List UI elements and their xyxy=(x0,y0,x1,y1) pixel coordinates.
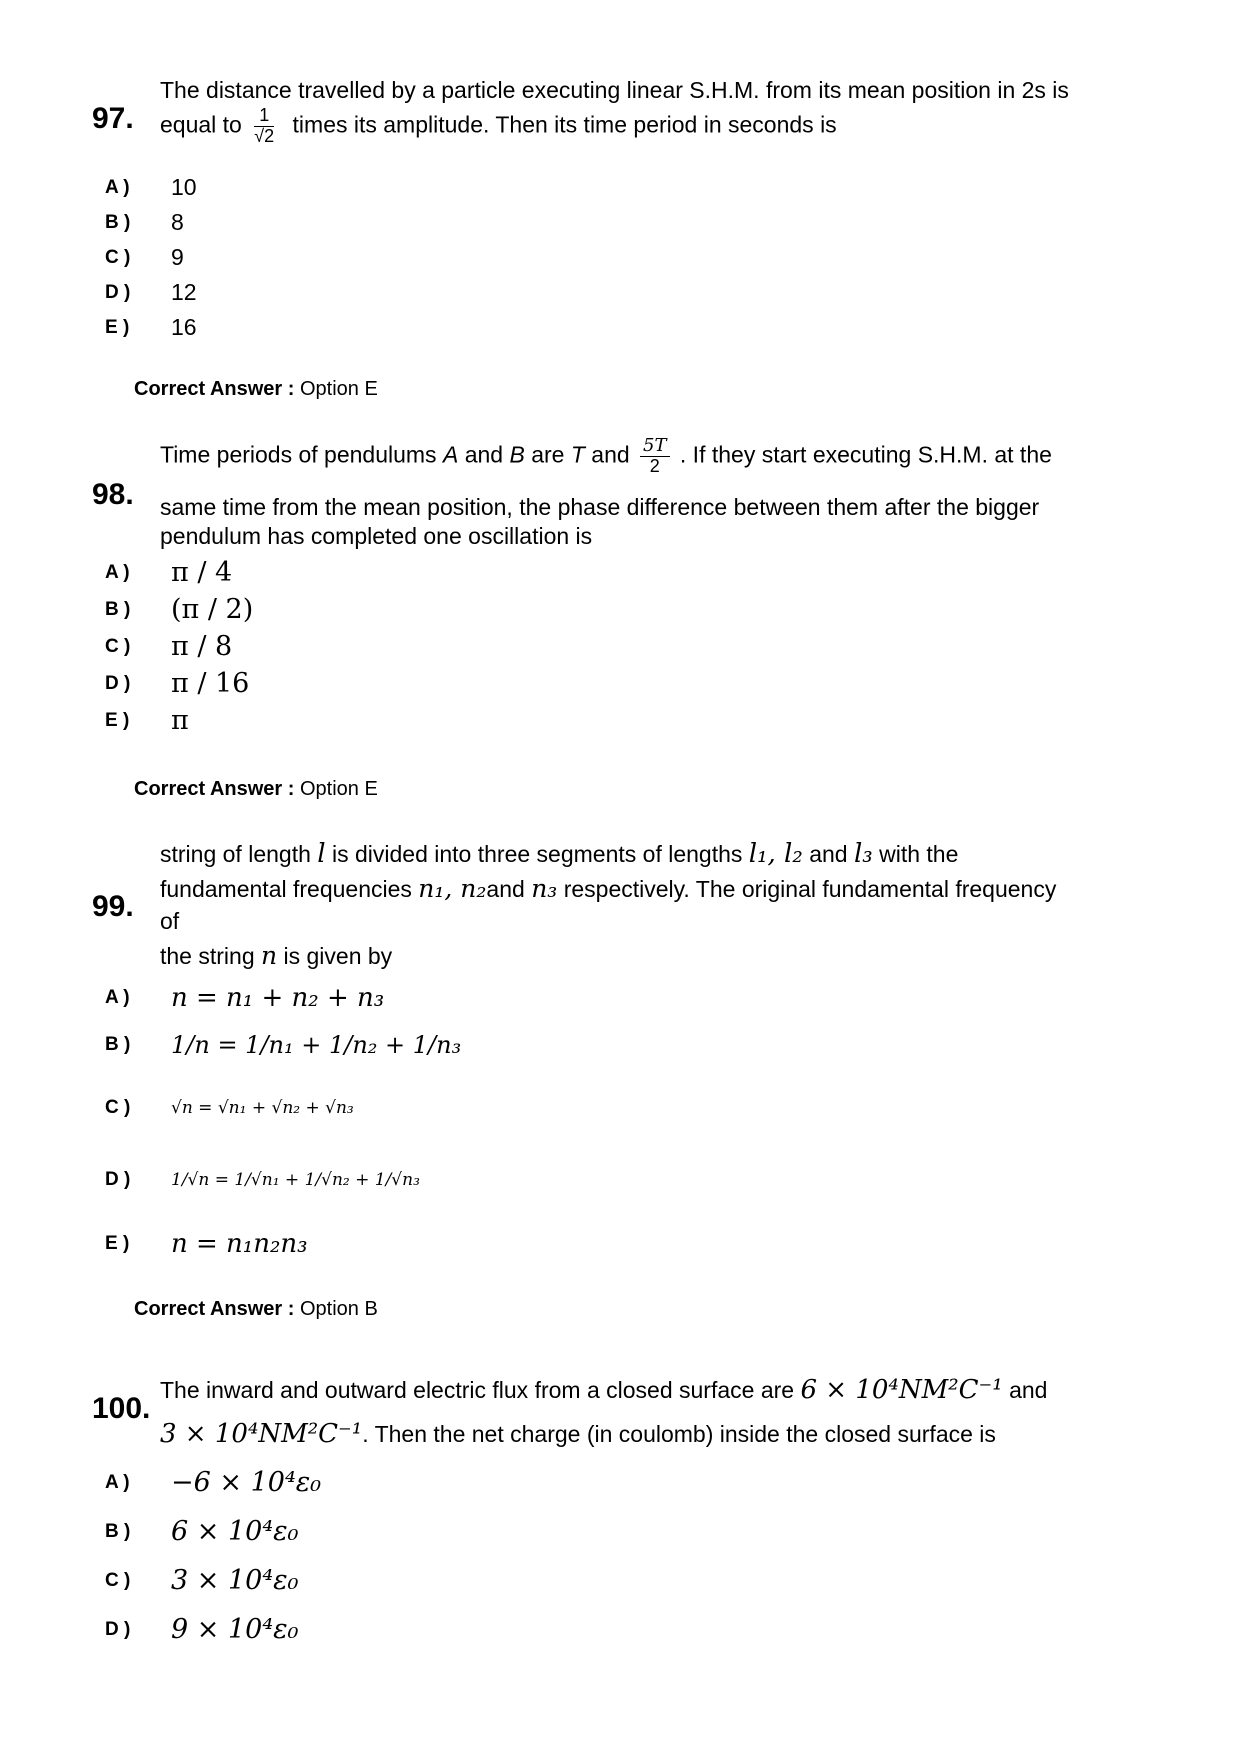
correct-answer-value: Option E xyxy=(299,378,378,400)
question-number: 99. xyxy=(92,890,134,923)
option-item[interactable] xyxy=(105,702,253,739)
option-item[interactable] xyxy=(105,591,253,628)
fraction-denominator: 2 xyxy=(649,455,660,476)
stem-variable: l xyxy=(317,839,326,869)
stem-text: are xyxy=(531,441,565,468)
option-label: D ) xyxy=(105,1169,131,1190)
option-label: B ) xyxy=(105,211,131,233)
fraction xyxy=(640,436,669,477)
stem-text: and xyxy=(1009,1377,1048,1403)
option-item[interactable] xyxy=(105,1088,354,1128)
question-stem-line xyxy=(160,1418,996,1452)
stem-variable: n xyxy=(261,941,278,970)
correct-answer-label: Correct Answer : xyxy=(134,378,295,400)
option-value: π / 8 xyxy=(171,631,233,662)
option-item[interactable] xyxy=(105,310,197,345)
stem-text: is divided into three segments of lengths xyxy=(331,841,743,867)
option-label: A ) xyxy=(105,561,130,583)
option-value: 9 × 10⁴ε₀ xyxy=(171,1614,299,1645)
option-item[interactable] xyxy=(105,665,253,702)
correct-answer xyxy=(134,378,378,401)
question-stem-line xyxy=(160,940,392,973)
options-list xyxy=(105,1458,321,1654)
stem-variable: l₃ xyxy=(853,839,873,869)
stem-expression: 3 × 10⁴NM²C⁻¹ xyxy=(160,1419,363,1449)
correct-answer-label: Correct Answer : xyxy=(134,778,295,800)
question-stem-line: same time from the mean position, the phase difference between them after the bigger xyxy=(160,494,1040,520)
stem-variable: B xyxy=(509,441,525,468)
option-label: E ) xyxy=(105,1233,130,1254)
option-value: π / 16 xyxy=(171,668,250,699)
option-value: π xyxy=(171,705,189,736)
fraction xyxy=(254,106,274,147)
correct-answer-label: Correct Answer : xyxy=(134,1298,295,1320)
question-stem-line: The distance travelled by a particle executing linear S.H.M. from its mean position in 2s is xyxy=(160,77,1069,103)
stem-text: equal to xyxy=(160,111,242,138)
option-value: 12 xyxy=(171,279,197,305)
question-stem-line: pendulum has completed one oscillation is xyxy=(160,523,593,549)
stem-text: times its amplitude. Then its time period in seconds is xyxy=(292,111,837,138)
option-item[interactable] xyxy=(105,554,253,591)
option-value: 6 × 10⁴ε₀ xyxy=(171,1516,299,1547)
option-label: B ) xyxy=(105,1034,131,1055)
stem-text: the string xyxy=(160,943,255,969)
option-value: 9 xyxy=(171,244,184,270)
question-stem-line: of xyxy=(160,908,180,934)
stem-text: and xyxy=(464,441,504,468)
option-value: 1/√n = 1/√n₁ + 1/√n₂ + 1/√n₃ xyxy=(171,1170,420,1190)
option-value: −6 × 10⁴ε₀ xyxy=(171,1467,322,1498)
option-value: 8 xyxy=(171,209,184,235)
option-label: A ) xyxy=(105,1471,130,1493)
option-label: B ) xyxy=(105,598,131,620)
stem-variable: n₁, n₂ xyxy=(418,874,487,903)
option-label: A ) xyxy=(105,987,130,1008)
stem-variable: T xyxy=(570,441,585,468)
option-item[interactable] xyxy=(105,205,197,240)
stem-expression: 6 × 10⁴NM²C⁻¹ xyxy=(800,1375,1003,1405)
stem-text: Time periods of pendulums xyxy=(160,441,437,468)
question-number: 100. xyxy=(92,1392,151,1425)
stem-text: and xyxy=(591,441,630,468)
option-value: n = n₁n₂n₃ xyxy=(171,1229,308,1259)
correct-answer xyxy=(134,778,378,801)
option-label: A ) xyxy=(105,176,130,198)
option-label: D ) xyxy=(105,1618,131,1640)
option-value: (π / 2) xyxy=(171,594,254,625)
option-label: E ) xyxy=(105,316,130,338)
question-stem-line xyxy=(160,873,1056,906)
option-value: n = n₁ + n₂ + n₃ xyxy=(171,983,385,1013)
option-item[interactable] xyxy=(105,628,253,665)
option-value: 10 xyxy=(171,174,197,200)
option-item[interactable] xyxy=(105,170,197,205)
question-stem-line xyxy=(160,1374,1047,1408)
option-item[interactable] xyxy=(105,275,197,310)
stem-text: . If they start executing S.H.M. at the xyxy=(679,441,1052,468)
option-item[interactable] xyxy=(105,240,197,275)
stem-text: string of length xyxy=(160,841,311,867)
stem-text: fundamental frequencies xyxy=(160,876,412,902)
option-label: D ) xyxy=(105,281,131,303)
option-item[interactable] xyxy=(105,1458,321,1507)
stem-text: The inward and outward electric flux from a closed surface are xyxy=(160,1377,795,1403)
option-label: D ) xyxy=(105,672,131,694)
question-stem-line xyxy=(160,436,1052,477)
option-label: C ) xyxy=(105,1097,131,1118)
options-list xyxy=(105,554,253,739)
option-value: 16 xyxy=(171,314,197,340)
fraction-denominator: √2 xyxy=(254,125,275,146)
option-item[interactable] xyxy=(105,1507,321,1556)
option-label: C ) xyxy=(105,635,131,657)
option-value: 1/n = 1/n₁ + 1/n₂ + 1/n₃ xyxy=(171,1031,462,1059)
stem-text: with the xyxy=(879,841,959,867)
option-item[interactable] xyxy=(105,1150,420,1210)
option-value: √n = √n₁ + √n₂ + √n₃ xyxy=(171,1098,354,1118)
stem-text: is given by xyxy=(283,943,393,969)
stem-text: and xyxy=(486,876,525,902)
question-number: 97. xyxy=(92,102,134,135)
option-label: C ) xyxy=(105,246,131,268)
stem-text: . Then the net charge (in coulomb) inside the closed surface is xyxy=(362,1421,996,1447)
option-item[interactable] xyxy=(105,978,384,1018)
option-label: B ) xyxy=(105,1520,131,1542)
stem-variable: n₃ xyxy=(531,874,558,903)
stem-text: respectively. The original fundamental frequency xyxy=(563,876,1057,902)
question-stem-line xyxy=(160,106,837,147)
question-stem-line xyxy=(160,838,958,872)
option-item[interactable] xyxy=(105,1605,321,1654)
correct-answer xyxy=(134,1298,378,1321)
option-value: π / 4 xyxy=(171,557,233,588)
stem-variable: l₁, l₂ xyxy=(748,839,803,869)
fraction-numerator: 5T xyxy=(640,436,669,457)
option-label: E ) xyxy=(105,709,130,731)
question-number: 98. xyxy=(92,478,134,511)
stem-variable: A xyxy=(442,441,459,468)
option-value: 3 × 10⁴ε₀ xyxy=(171,1565,299,1596)
options-list xyxy=(105,170,197,345)
correct-answer-value: Option E xyxy=(299,778,378,800)
correct-answer-value: Option B xyxy=(299,1298,378,1320)
fraction-numerator: 1 xyxy=(254,106,274,127)
option-item[interactable] xyxy=(105,1222,308,1266)
stem-text: and xyxy=(809,841,848,867)
option-item[interactable] xyxy=(105,1015,461,1075)
option-item[interactable] xyxy=(105,1556,321,1605)
option-label: C ) xyxy=(105,1569,131,1591)
